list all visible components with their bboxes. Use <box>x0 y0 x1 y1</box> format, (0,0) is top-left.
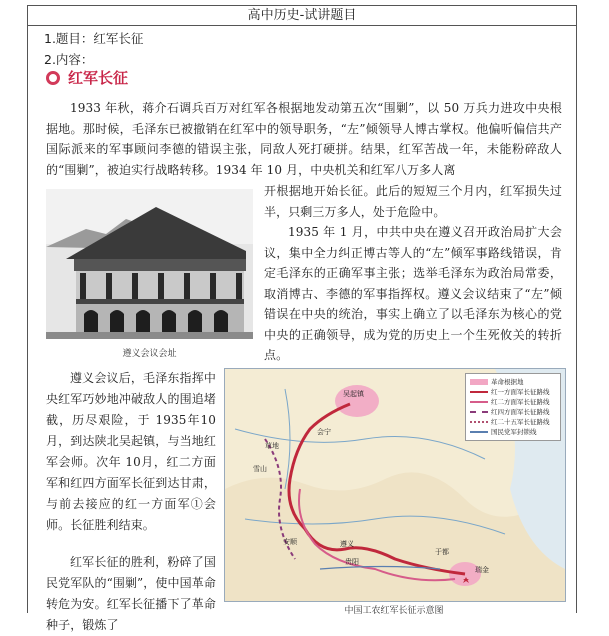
legend-label: 红二十五军长征路线 <box>491 418 550 426</box>
map-label-zunyi: 遵义 <box>340 540 354 548</box>
map-label-huining: 会宁 <box>317 428 331 436</box>
document-sheet <box>27 5 577 632</box>
map-label-yudu: 于都 <box>435 548 449 556</box>
legend-item <box>470 427 556 437</box>
legend-label: 革命根据地 <box>491 378 524 386</box>
section-heading <box>46 67 128 88</box>
long-march-map <box>224 368 566 602</box>
legend-label: 红一方面军长征路线 <box>491 388 550 396</box>
paragraph-1: 1933 年秋，蒋介石调兵百万对红军各根据地发动第五次“围剿”，以 50 万兵力进攻中央根据地。那时候，毛泽东已被撤销在红军中的领导职务，“左”倾领导人博古掌权。他偏听偏信共产国际派来的军事顾问李德的错误主张，同敌人死打硬拼。结果，红军苦战一年，未能粉碎敌人的“围剿”，被迫实行战略转移。1934 年 10 月，中央机关和红军八万多人离 <box>46 101 562 177</box>
topic-line: 1.题目：红军长征 <box>44 31 144 46</box>
legend-item <box>470 397 556 407</box>
legend-item <box>470 417 556 427</box>
legend-label: 国民党军封锁线 <box>491 428 537 436</box>
circle-bullet-icon <box>46 71 60 85</box>
legend-swatch <box>470 379 488 385</box>
legend-label: 红四方面军长征路线 <box>491 408 550 416</box>
legend-swatch <box>470 391 488 393</box>
photo-caption: 遵义会议会址 <box>122 349 177 359</box>
map-label-anshun: 安顺 <box>283 538 297 546</box>
legend-label: 红二方面军长征路线 <box>491 398 550 406</box>
legend-swatch <box>470 411 488 413</box>
map-label-guiyang: 贵阳 <box>345 558 359 566</box>
legend-swatch <box>470 431 488 433</box>
content-line: 2.内容： <box>44 52 94 67</box>
legend-item <box>470 407 556 417</box>
paragraph-2: 1935 年 1 月，中共中央在遵义召开政治局扩大会议，集中全力纠正博古等人的“左”倾军事路线错误，肯定毛泽东的正确军事主张；选举毛泽东为政治局常委，取消博古、李德的军事指挥权。遵义会议结束了“左”倾错误在中央的统治，事实上确立了以毛泽东为核心的党中央的正确领导，成为党的历史上一个生死攸关的转折点。 <box>264 225 562 362</box>
legend-item <box>470 377 556 387</box>
section-title: 红军长征 <box>68 69 129 87</box>
map-legend <box>465 373 561 441</box>
building-illustration <box>46 189 253 339</box>
map-caption: 中国工农红军长征示意图 <box>344 606 444 616</box>
zunyi-site-photo <box>46 189 253 339</box>
paragraph-3: 遵义会议后，毛泽东指挥中央红军巧妙地冲破敌人的围追堵截，历尽艰险，于 1935年10月，到达陕北吴起镇，与当地红军会师。次年 10月，红二方面军和红四方面军长征到达甘肃，与前去接应的红一方面军①会师。长征胜利结束。 <box>46 371 216 532</box>
sheet-title: 高中历史-试讲题目 <box>28 6 576 26</box>
map-label-ruijin: 瑞金 <box>475 566 489 574</box>
map-label-grassland: 草地 <box>265 442 279 450</box>
legend-swatch <box>470 401 488 403</box>
legend-swatch <box>470 421 488 423</box>
paragraph-1-continued: 开根据地开始长征。此后的短短三个月内，红军损失过半，只剩三万多人，处于危险中。 <box>264 184 562 219</box>
map-label-wuqi: 吴起镇 <box>343 390 364 398</box>
map-label-snow-mountain: 雪山 <box>253 465 267 473</box>
legend-item <box>470 387 556 397</box>
paragraph-4: 红军长征的胜利，粉碎了国民党军队的“围剿”，使中国革命转危为安。红军长征播下了革命种子，锻炼了 <box>46 555 216 632</box>
